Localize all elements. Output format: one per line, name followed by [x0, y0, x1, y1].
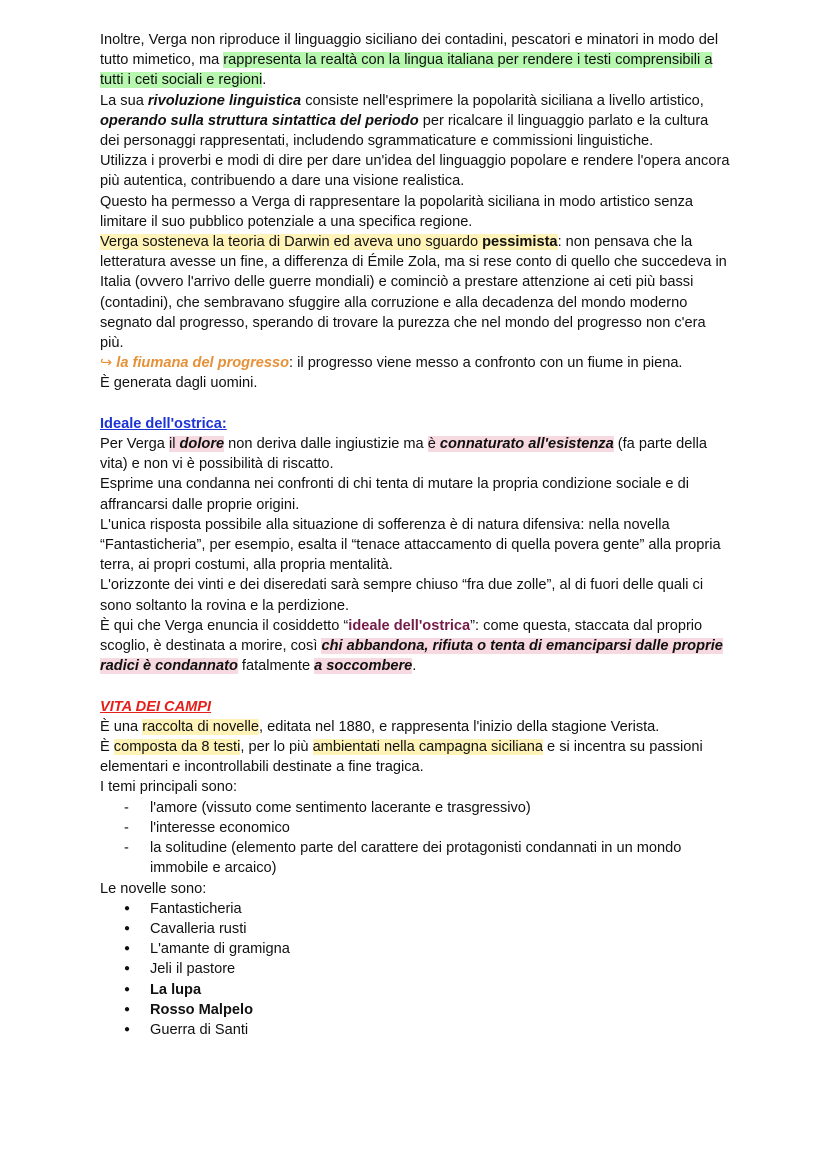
list-item: ● Jeli il pastore: [100, 959, 730, 979]
highlight-yellow: raccolta di novelle: [142, 718, 260, 735]
paragraph-composta: È composta da 8 testi, per lo più ambientati nella campagna siciliana e si incentra su passioni elementari e incontrollabili destinate a fine tragica.: [100, 739, 703, 776]
section-heading-ostrica: Ideale dell'ostrica:: [100, 415, 227, 432]
list-item: ● Guerra di Santi: [100, 1020, 730, 1040]
highlight-pink: chi abbandona, rifiuta o tenta di emanciparsi dalle proprie radici è condannato: [100, 638, 723, 675]
paragraph-proverbi: Utilizza i proverbi e modi di dire per dare un'idea del linguaggio popolare e rendere l'opera ancora più autentica, contribuendo a dare una visione realistica.: [100, 153, 730, 190]
paragraph-fantasticheria: L'unica risposta possibile alla situazione di sofferenza è di natura difensiva: nella novella “Fantasticheria”, per esempio, esalta il “tenace attaccamento di quella povera gente” alla propria terra, ai propri costumi, alla propria mentalità.: [100, 516, 721, 574]
paragraph-linguaggio: Inoltre, Verga non riproduce il linguaggio siciliano dei contadini, pescatori e minatori in modo del tutto mimetico, ma rappresenta la realtà con la lingua italiana per rendere i testi comprensibili a tutti i ceti sociali e regioni.: [100, 32, 719, 89]
list-item: ● Fantasticheria: [100, 899, 730, 919]
document-page: [100, 30, 730, 1040]
spacer: [100, 394, 730, 414]
highlight-yellow: ambientati nella campagna siciliana: [312, 739, 543, 756]
highlight-pink: è connaturato all'esistenza: [427, 436, 614, 453]
temi-intro: I temi principali sono:: [100, 779, 238, 796]
list-item: ● La lupa: [100, 980, 730, 1000]
highlight-pink: il dolore: [168, 436, 225, 453]
list-item: - l'interesse economico: [100, 818, 730, 838]
list-item: ● L'amante di gramigna: [100, 939, 730, 959]
list-item: ● Cavalleria rusti: [100, 919, 730, 939]
bold-term: rivoluzione linguistica: [147, 92, 302, 109]
highlight-green: rappresenta la realtà con la lingua italiana per rendere i testi comprensibili a tutti i ceti sociali e regioni: [100, 52, 713, 89]
fiumana-term: la fiumana del progresso: [116, 355, 290, 372]
paragraph-dolore: Per Verga il dolore non deriva dalle ingiustizie ma è connaturato all'esistenza (fa parte della vita) e non vi è possibilità di riscatto.: [100, 436, 707, 473]
highlight-pink: a soccombere: [314, 658, 413, 675]
paragraph-darwin: Verga sosteneva la teoria di Darwin ed aveva uno sguardo pessimista: non pensava che la letteratura avesse un fine, a differenza di Émile Zola, ma si rese conto di quello che succedeva in Italia (ovvero l'arrivo delle guerre mondiali) e cominciò a prestare attenzione ai ceti più bassi (contadini), che sembravano sfuggire alla corruzione e alla decadenza del mondo moderno segnato dal progresso, sperando di trovare la purezza che nel mondo del progresso non c'era più.: [100, 234, 727, 352]
list-item: ● Rosso Malpelo: [100, 1000, 730, 1020]
paragraph-rivoluzione: La sua rivoluzione linguistica consiste nell'esprimere la popolarità siciliana a livello artistico, operando sulla struttura sintattica del periodo per ricalcare il linguaggio parlato e la cultura dei personaggi rappresentati, includendo sgrammaticature e commissioni linguistiche.: [100, 92, 709, 150]
list-item: - la solitudine (elemento parte del carattere dei protagonisti condannati in un mondo immobile e arcaico): [100, 838, 730, 878]
bold-term: operando sulla struttura sintattica del periodo: [100, 112, 419, 129]
paragraph-condanna: Esprime una condanna nei confronti di chi tenta di mutare la propria condizione sociale e di affrancarsi dalle proprie origini.: [100, 476, 689, 513]
ideale-term: ideale dell'ostrica: [348, 617, 471, 634]
paragraph-fiumana: ↪ la fiumana del progresso: il progresso viene messo a confronto con un fiume in piena.: [100, 355, 683, 372]
paragraph-orizzonte: L'orizzonte dei vinti e dei diseredati sarà sempre chiuso “fra due zolle”, al di fuori delle quali ci sono soltanto la rovina e la perdizione.: [100, 577, 704, 614]
paragraph-pubblico: Questo ha permesso a Verga di rappresentare la popolarità siciliana in modo artistico senza limitare il suo pubblico potenziale a una specifica regione.: [100, 193, 693, 230]
paragraph-uomini: È generata dagli uomini.: [100, 375, 258, 392]
highlight-yellow: composta da 8 testi: [113, 739, 241, 756]
temi-list: [100, 798, 730, 879]
paragraph-ideale: È qui che Verga enuncia il cosiddetto “ideale dell'ostrica”: come questa, staccata dal proprio scoglio, è destinata a morire, così chi abbandona, rifiuta o tenta di emanciparsi dalle proprie radici è condannato fatalmente a soccombere.: [100, 617, 723, 675]
section-heading-vita-dei-campi: VITA DEI CAMPI: [100, 698, 212, 715]
novelle-intro: Le novelle sono:: [100, 880, 207, 897]
paragraph-raccolta: È una raccolta di novelle, editata nel 1880, e rappresenta l'inizio della stagione Verista.: [100, 718, 660, 735]
spacer: [100, 676, 730, 696]
highlight-yellow: Verga sosteneva la teoria di Darwin ed aveva uno sguardo pessimista: [100, 234, 558, 251]
arrow-icon: ↪: [100, 355, 113, 372]
list-item: - l'amore (vissuto come sentimento lacerante e trasgressivo): [100, 798, 730, 818]
novelle-list: [100, 899, 730, 1040]
